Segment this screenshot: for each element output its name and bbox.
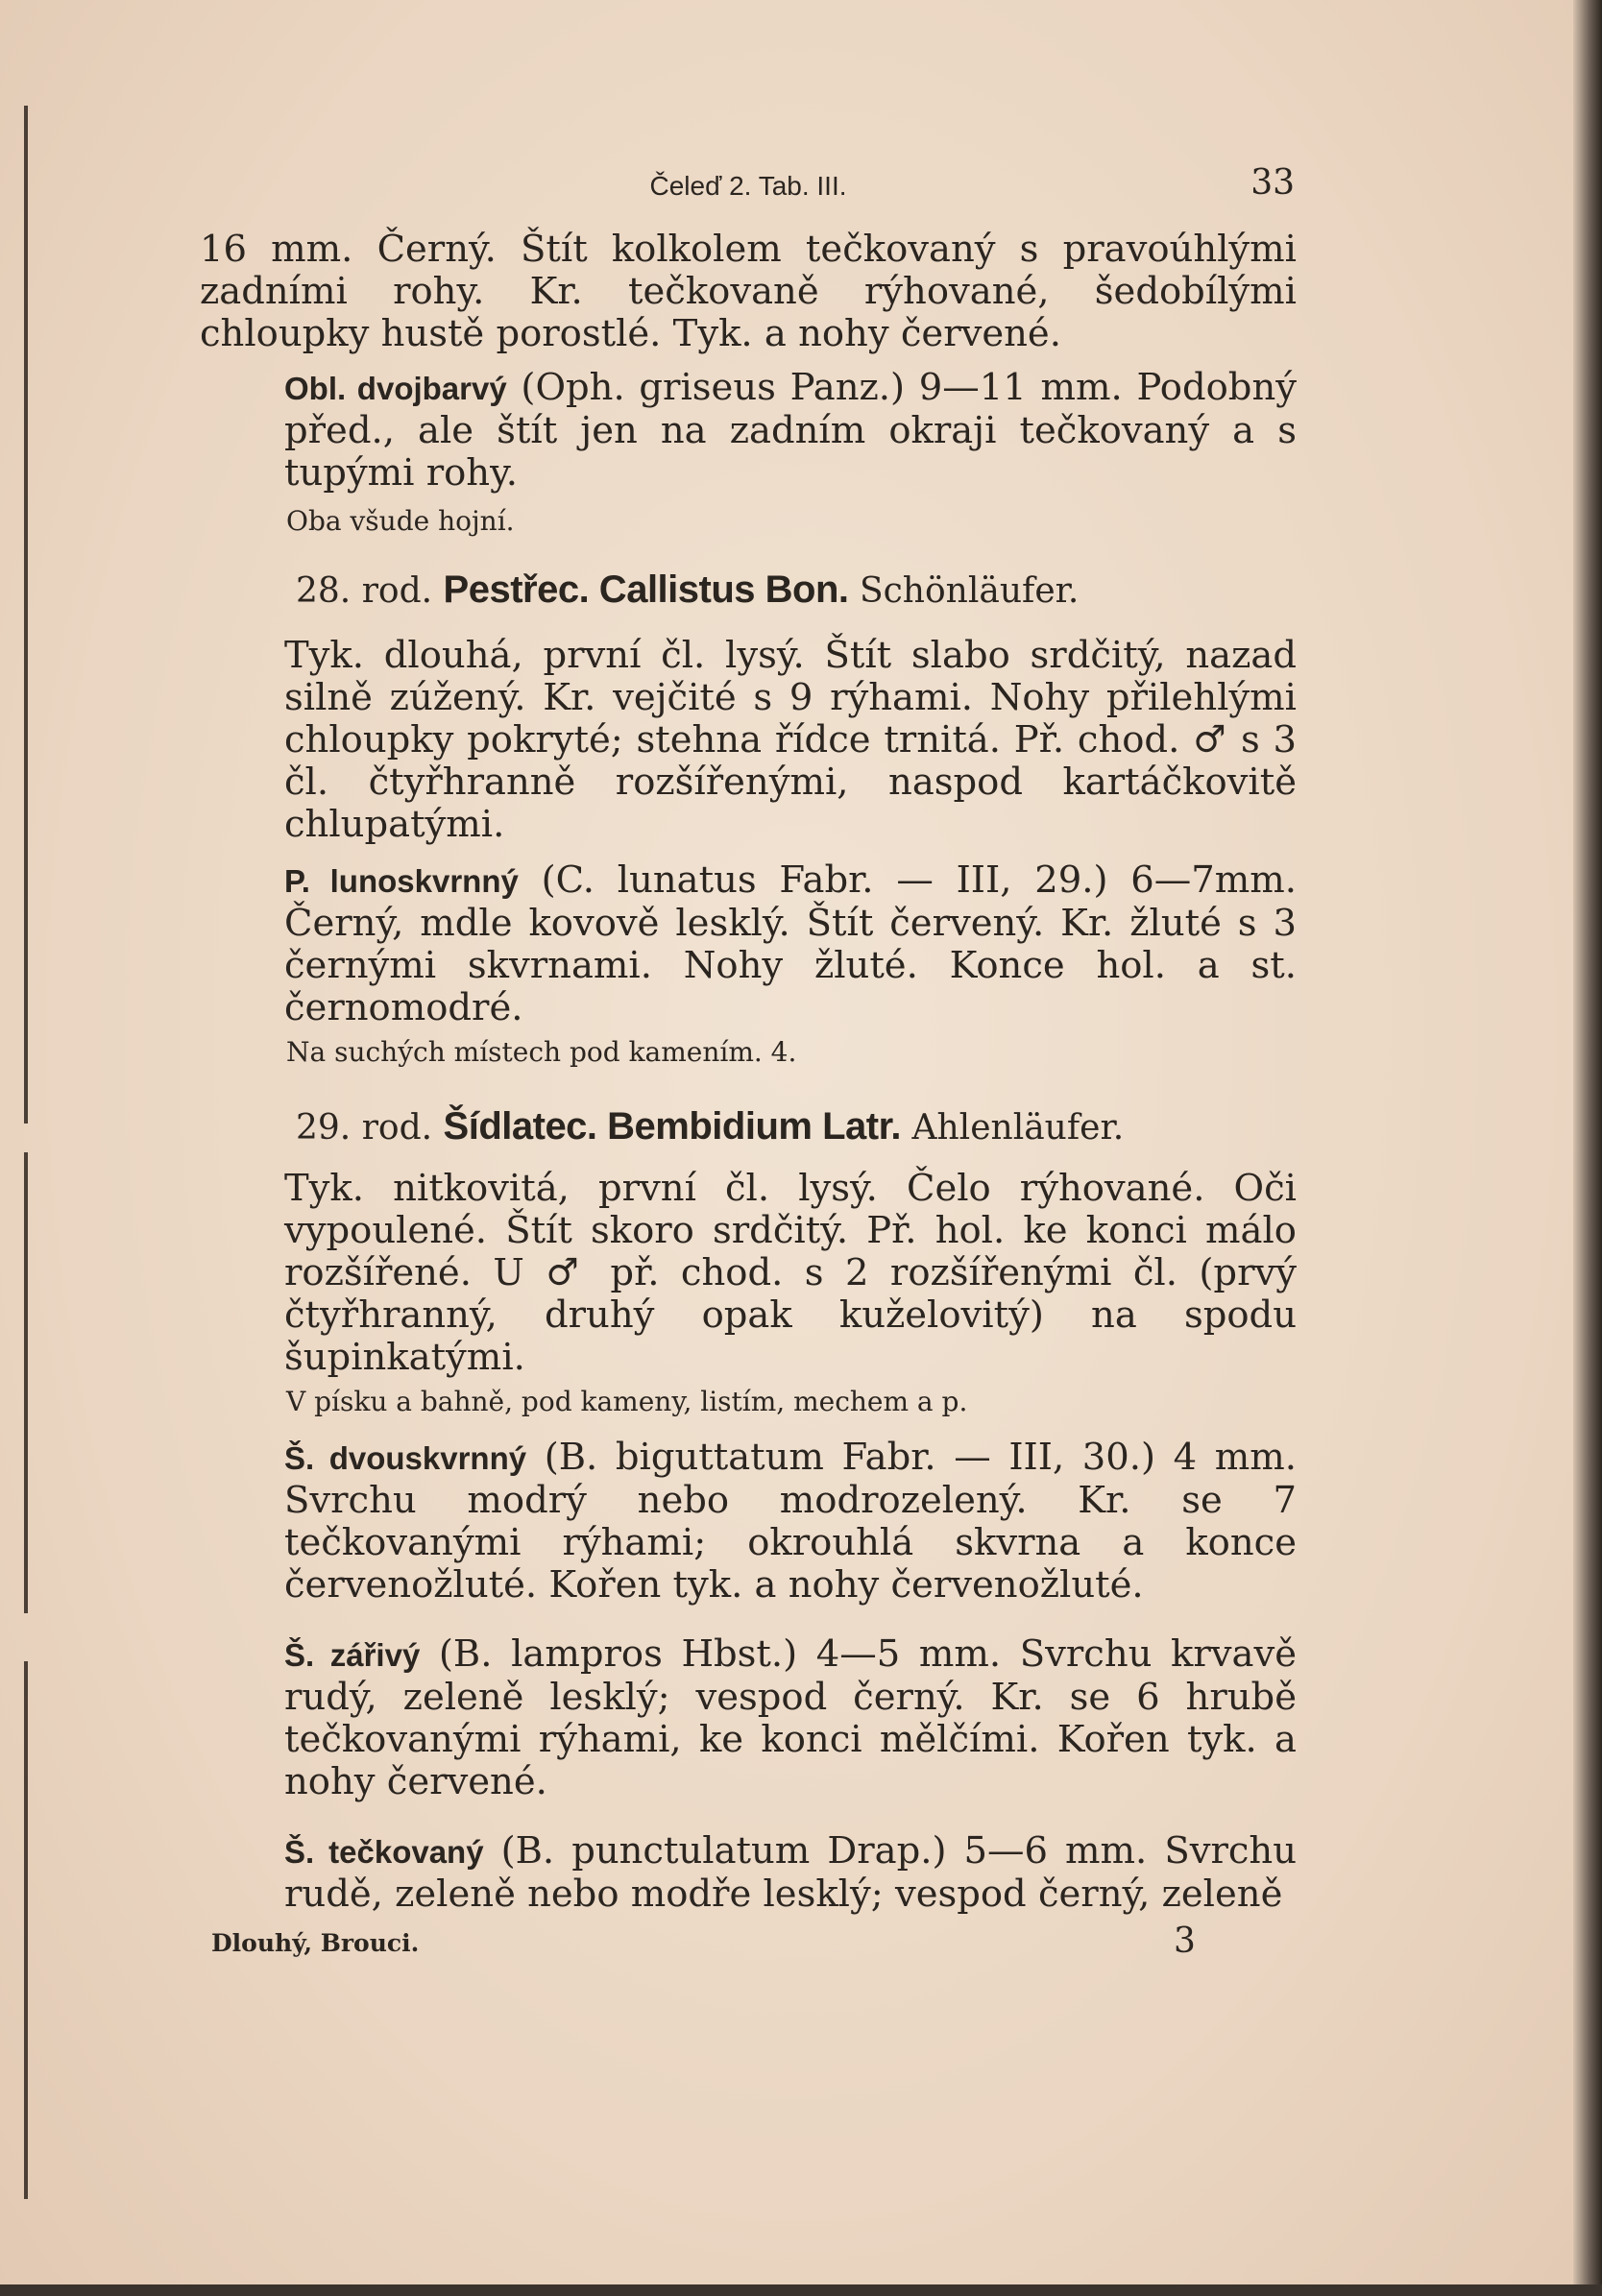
species-description: 16 mm. Černý. Štít kolkolem tečkovaný s pravoúhlými zadními rohy. Kr. tečkovaně rýhované, šedobílými chloupky hustě porostlé. Tyk. a nohy červené.	[200, 228, 1297, 355]
genus-description: Tyk. dlouhá, první čl. lysý. Štít slabo srdčitý, nazad silně zúžený. Kr. vejčité s 9 rýhami. Nohy přilehlými chloupky pokryté; stehna řídce trnitá. Př. chod. ♂ s 3 čl. čtyřhranně rozšířenými, naspod kartáčkovitě chlupatými.	[284, 634, 1297, 846]
running-header	[200, 163, 1297, 221]
species-name: P. lunoskvrnný	[284, 863, 519, 899]
running-title: Čeleď 2. Tab. III.	[649, 171, 847, 201]
species-text: (B. lampros Hbst.) 4—5 mm. Svrchu krvavě rudý, zeleně lesklý; vespod černý. Kr. se 6 hrubě tečkovanými rýhami, ke konci mělčími. Kořen tyk. a nohy červené.	[284, 1632, 1297, 1803]
page-footer	[200, 1921, 1297, 1970]
species-entry	[284, 1633, 1297, 1803]
species-text: (C. lunatus Fabr. — III, 29.) 6—7mm. Černý, mdle kovově lesklý. Štít červený. Kr. žluté s 3 černými skvrnami. Nohy žluté. Konce hol. a st. černomodré.	[284, 858, 1298, 1029]
page-bottom-edge	[0, 2284, 1602, 2296]
genus-german-name: Schönläufer.	[859, 571, 1080, 611]
species-text: (Oph. griseus Panz.) 9—11 mm. Podobný před., ale štít jen na zadním okraji tečkovaný a s tupými rohy.	[284, 366, 1297, 495]
habitat-note: Oba všude hojní.	[286, 505, 515, 537]
species-text: (B. biguttatum Fabr. — III, 30.) 4 mm. Svrchu modrý nebo modrozelený. Kr. se 7 tečkovanými rýhami; okrouhlá skvrna a konce červenožluté. Kořen tyk. a nohy červenožluté.	[284, 1436, 1297, 1607]
species-entry	[284, 1437, 1297, 1607]
habitat-note: V písku a bahně, pod kameny, listím, mechem a p.	[286, 1386, 968, 1417]
species-name: Š. zářivý	[284, 1637, 421, 1673]
species-entry	[284, 859, 1297, 1029]
genus-name: Šídlatec. Bembidium Latr.	[443, 1105, 902, 1148]
genus-name: Pestřec. Callistus Bon.	[443, 568, 849, 611]
binding-edge-mark	[24, 605, 28, 1124]
binding-edge-mark	[24, 1152, 28, 1613]
species-entry	[284, 367, 1297, 495]
genus-german-name: Ahlenläufer.	[911, 1108, 1125, 1148]
signature-mark: 3	[1174, 1921, 1196, 1961]
genus-description: Tyk. nitkovitá, první čl. lysý. Čelo rýhované. Oči vypoulené. Štít skoro srdčitý. Př. hol. ke konci málo rozšířené. U ♂ př. chod. s 2 rozšířenými čl. (prvý čtyřhranný, druhý opak kuželovitý) na spodu šupinkatými.	[284, 1167, 1297, 1379]
genus-heading	[296, 1102, 1297, 1152]
genus-number: 28. rod.	[296, 571, 433, 611]
species-name: Š. tečkovaný	[284, 1834, 484, 1870]
page-content	[200, 163, 1297, 1970]
species-entry	[284, 1830, 1297, 1916]
habitat-note: Na suchých místech pod kamením. 4.	[286, 1036, 797, 1068]
genus-heading	[296, 566, 1297, 616]
binding-edge-mark	[24, 1661, 28, 2199]
species-text: (B. punctulatum Drap.) 5—6 mm. Svrchu rudě, zeleně nebo modře lesklý; vespod černý, zeleně	[284, 1829, 1297, 1916]
page-number: 33	[1250, 163, 1295, 203]
binding-edge-mark	[24, 106, 28, 605]
species-name: Obl. dvojbarvý	[284, 371, 507, 406]
species-name: Š. dvouskvrnný	[284, 1440, 527, 1476]
author-footer: Dlouhý, Brouci.	[211, 1929, 420, 1957]
genus-number: 29. rod.	[296, 1108, 433, 1148]
page-edge-shadow	[1573, 0, 1602, 2296]
